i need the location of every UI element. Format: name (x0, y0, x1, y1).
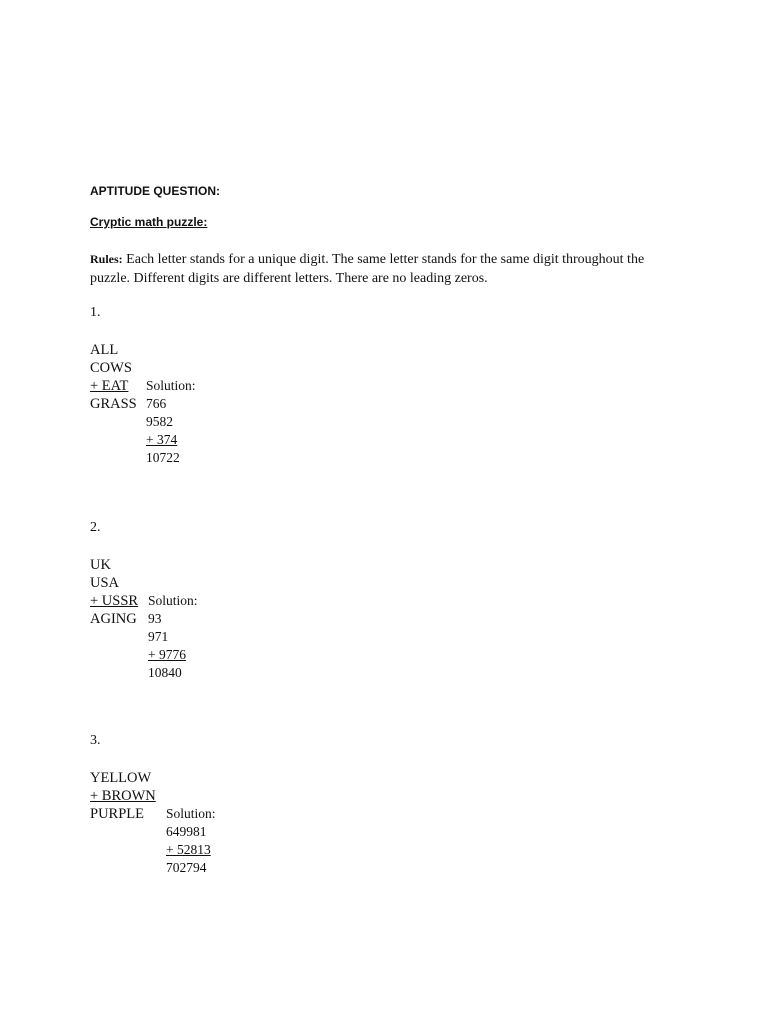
puzzle-1-word: + EAT (90, 378, 129, 394)
puzzle-1-result-word: GRASS (90, 396, 137, 412)
puzzle-3-result-word: PURPLE (90, 806, 144, 822)
puzzle-1-words (90, 341, 137, 413)
puzzle-1-solution-line: + 374 (146, 432, 178, 447)
puzzle-2-words (90, 556, 138, 628)
puzzle-2-solution-label: Solution: (148, 593, 198, 608)
rules-text: Each letter stands for a unique digit. The same letter stands for the same digit throughout the puzzle. Different digits are different letters. There are no leading zeros. (90, 252, 645, 286)
puzzle-2-solution-line: 93 (148, 611, 162, 626)
puzzle-subheading: Cryptic math puzzle: (90, 215, 208, 229)
puzzle-2-word: USA (90, 575, 120, 591)
puzzle-1-solution-label: Solution: (146, 378, 196, 393)
puzzle-1-word: ALL (90, 342, 119, 358)
puzzle-1-solution-line: 9582 (146, 414, 173, 429)
puzzle-2-solution-result: 10840 (148, 665, 182, 680)
puzzle-1-number: 1. (90, 305, 101, 320)
puzzle-2-solution-line: + 9776 (148, 647, 186, 662)
puzzle-1-word: COWS (90, 360, 132, 376)
puzzle-3-solution-label: Solution: (166, 806, 216, 821)
puzzle-2-word: + USSR (90, 593, 139, 609)
rules-paragraph (90, 250, 680, 288)
puzzle-2-solution-line: 971 (148, 629, 169, 644)
puzzle-3-solution (166, 805, 216, 877)
puzzle-3-word: + BROWN (90, 788, 156, 804)
puzzle-3-words (90, 769, 156, 823)
puzzle-2-number: 2. (90, 520, 101, 535)
rules-label: Rules: (90, 252, 123, 266)
puzzle-3-solution-line: + 52813 (166, 842, 211, 857)
puzzle-3-solution-line: 649981 (166, 824, 207, 839)
puzzle-1-solution-result: 10722 (146, 450, 180, 465)
puzzle-3-word: YELLOW (90, 770, 152, 786)
puzzle-3-number: 3. (90, 733, 101, 748)
puzzle-1-solution-line: 766 (146, 396, 167, 411)
puzzle-2-result-word: AGING (90, 611, 137, 627)
page-heading: APTITUDE QUESTION: (90, 184, 221, 198)
puzzle-2-word: UK (90, 557, 111, 573)
puzzle-1-solution (146, 377, 196, 467)
puzzle-2-solution (148, 592, 198, 682)
puzzle-3-solution-result: 702794 (166, 860, 207, 875)
